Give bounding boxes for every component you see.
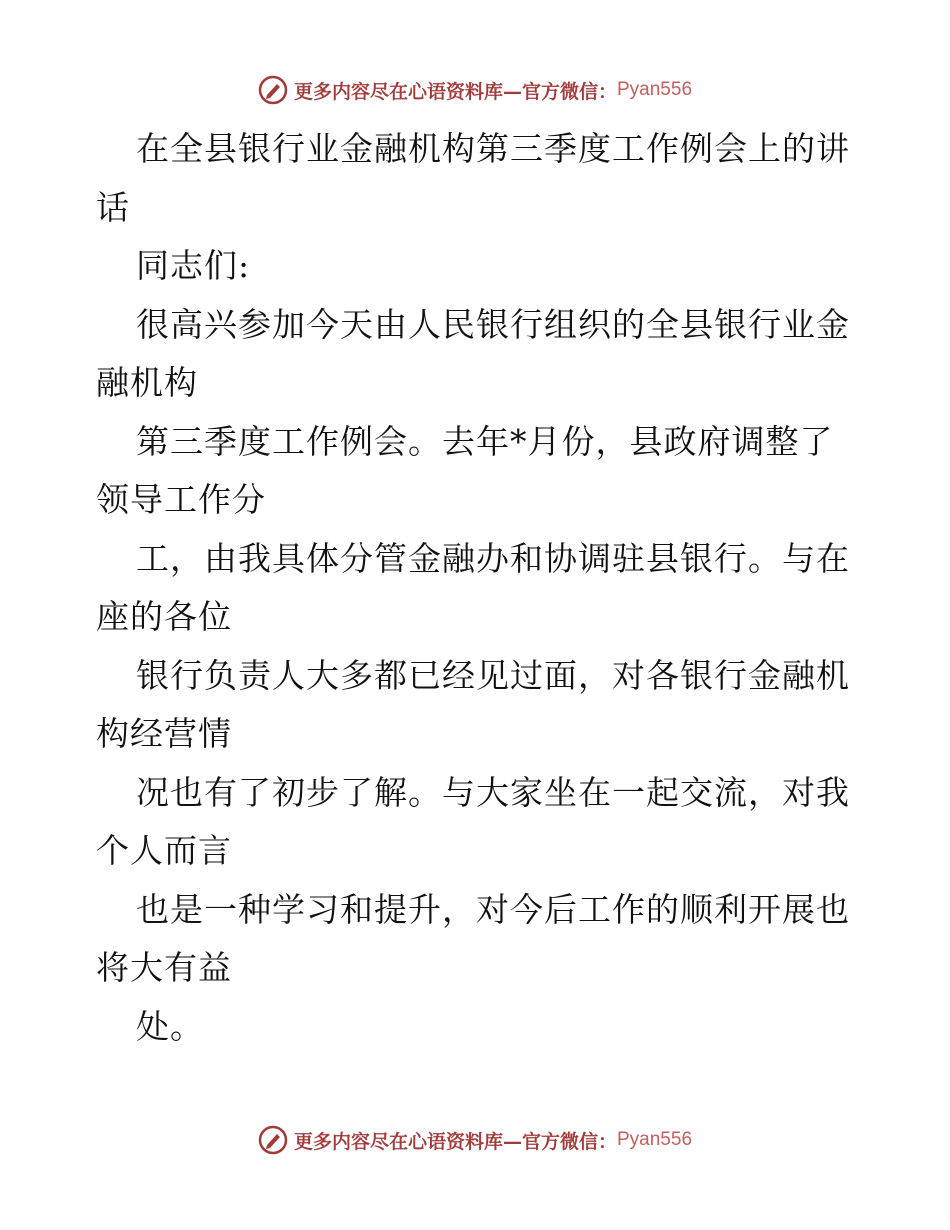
paragraph-line: 第三季度工作例会。去年*月份，县政府调整了 [136, 421, 834, 461]
paragraph-line: 融机构 [96, 363, 198, 402]
paragraph-line: 银行负责人大多都已经见过面，对各银行金融机 [136, 655, 850, 695]
salutation: 同志们: [136, 246, 251, 285]
watermark-wechat-id: Pyan556 [617, 79, 693, 100]
paragraph-line: 很高兴参加今天由人民银行组织的全县银行业金 [136, 304, 850, 344]
paragraph-line: 个人而言 [96, 831, 232, 870]
watermark-text: 更多内容尽在心语资料库—官方微信： [293, 80, 617, 103]
paragraph-line: 工，由我具体分管金融办和协调驻县银行。与在 [136, 538, 850, 578]
paragraph-line: 将大有益 [96, 948, 232, 987]
paragraph-line: 构经营情 [96, 714, 232, 753]
watermark-text: 更多内容尽在心语资料库—官方微信： [293, 1130, 617, 1153]
watermark-wechat-id: Pyan556 [617, 1129, 693, 1150]
pen-logo-icon [258, 1125, 288, 1155]
title-line-1: 在全县银行业金融机构第三季度工作例会上的讲 [136, 129, 850, 168]
paragraph-line: 处。 [136, 1006, 204, 1046]
header-watermark [0, 72, 950, 108]
document-body [96, 120, 856, 1056]
footer-watermark [0, 1122, 950, 1158]
paragraph-line: 座的各位 [96, 597, 232, 636]
pen-logo-icon [258, 75, 288, 105]
title-line-2: 话 [96, 187, 130, 227]
paragraph-line: 况也有了初步了解。与大家坐在一起交流，对我 [136, 772, 850, 812]
paragraph-line: 领导工作分 [96, 480, 266, 519]
paragraph-line: 也是一种学习和提升，对今后工作的顺利开展也 [136, 889, 850, 929]
